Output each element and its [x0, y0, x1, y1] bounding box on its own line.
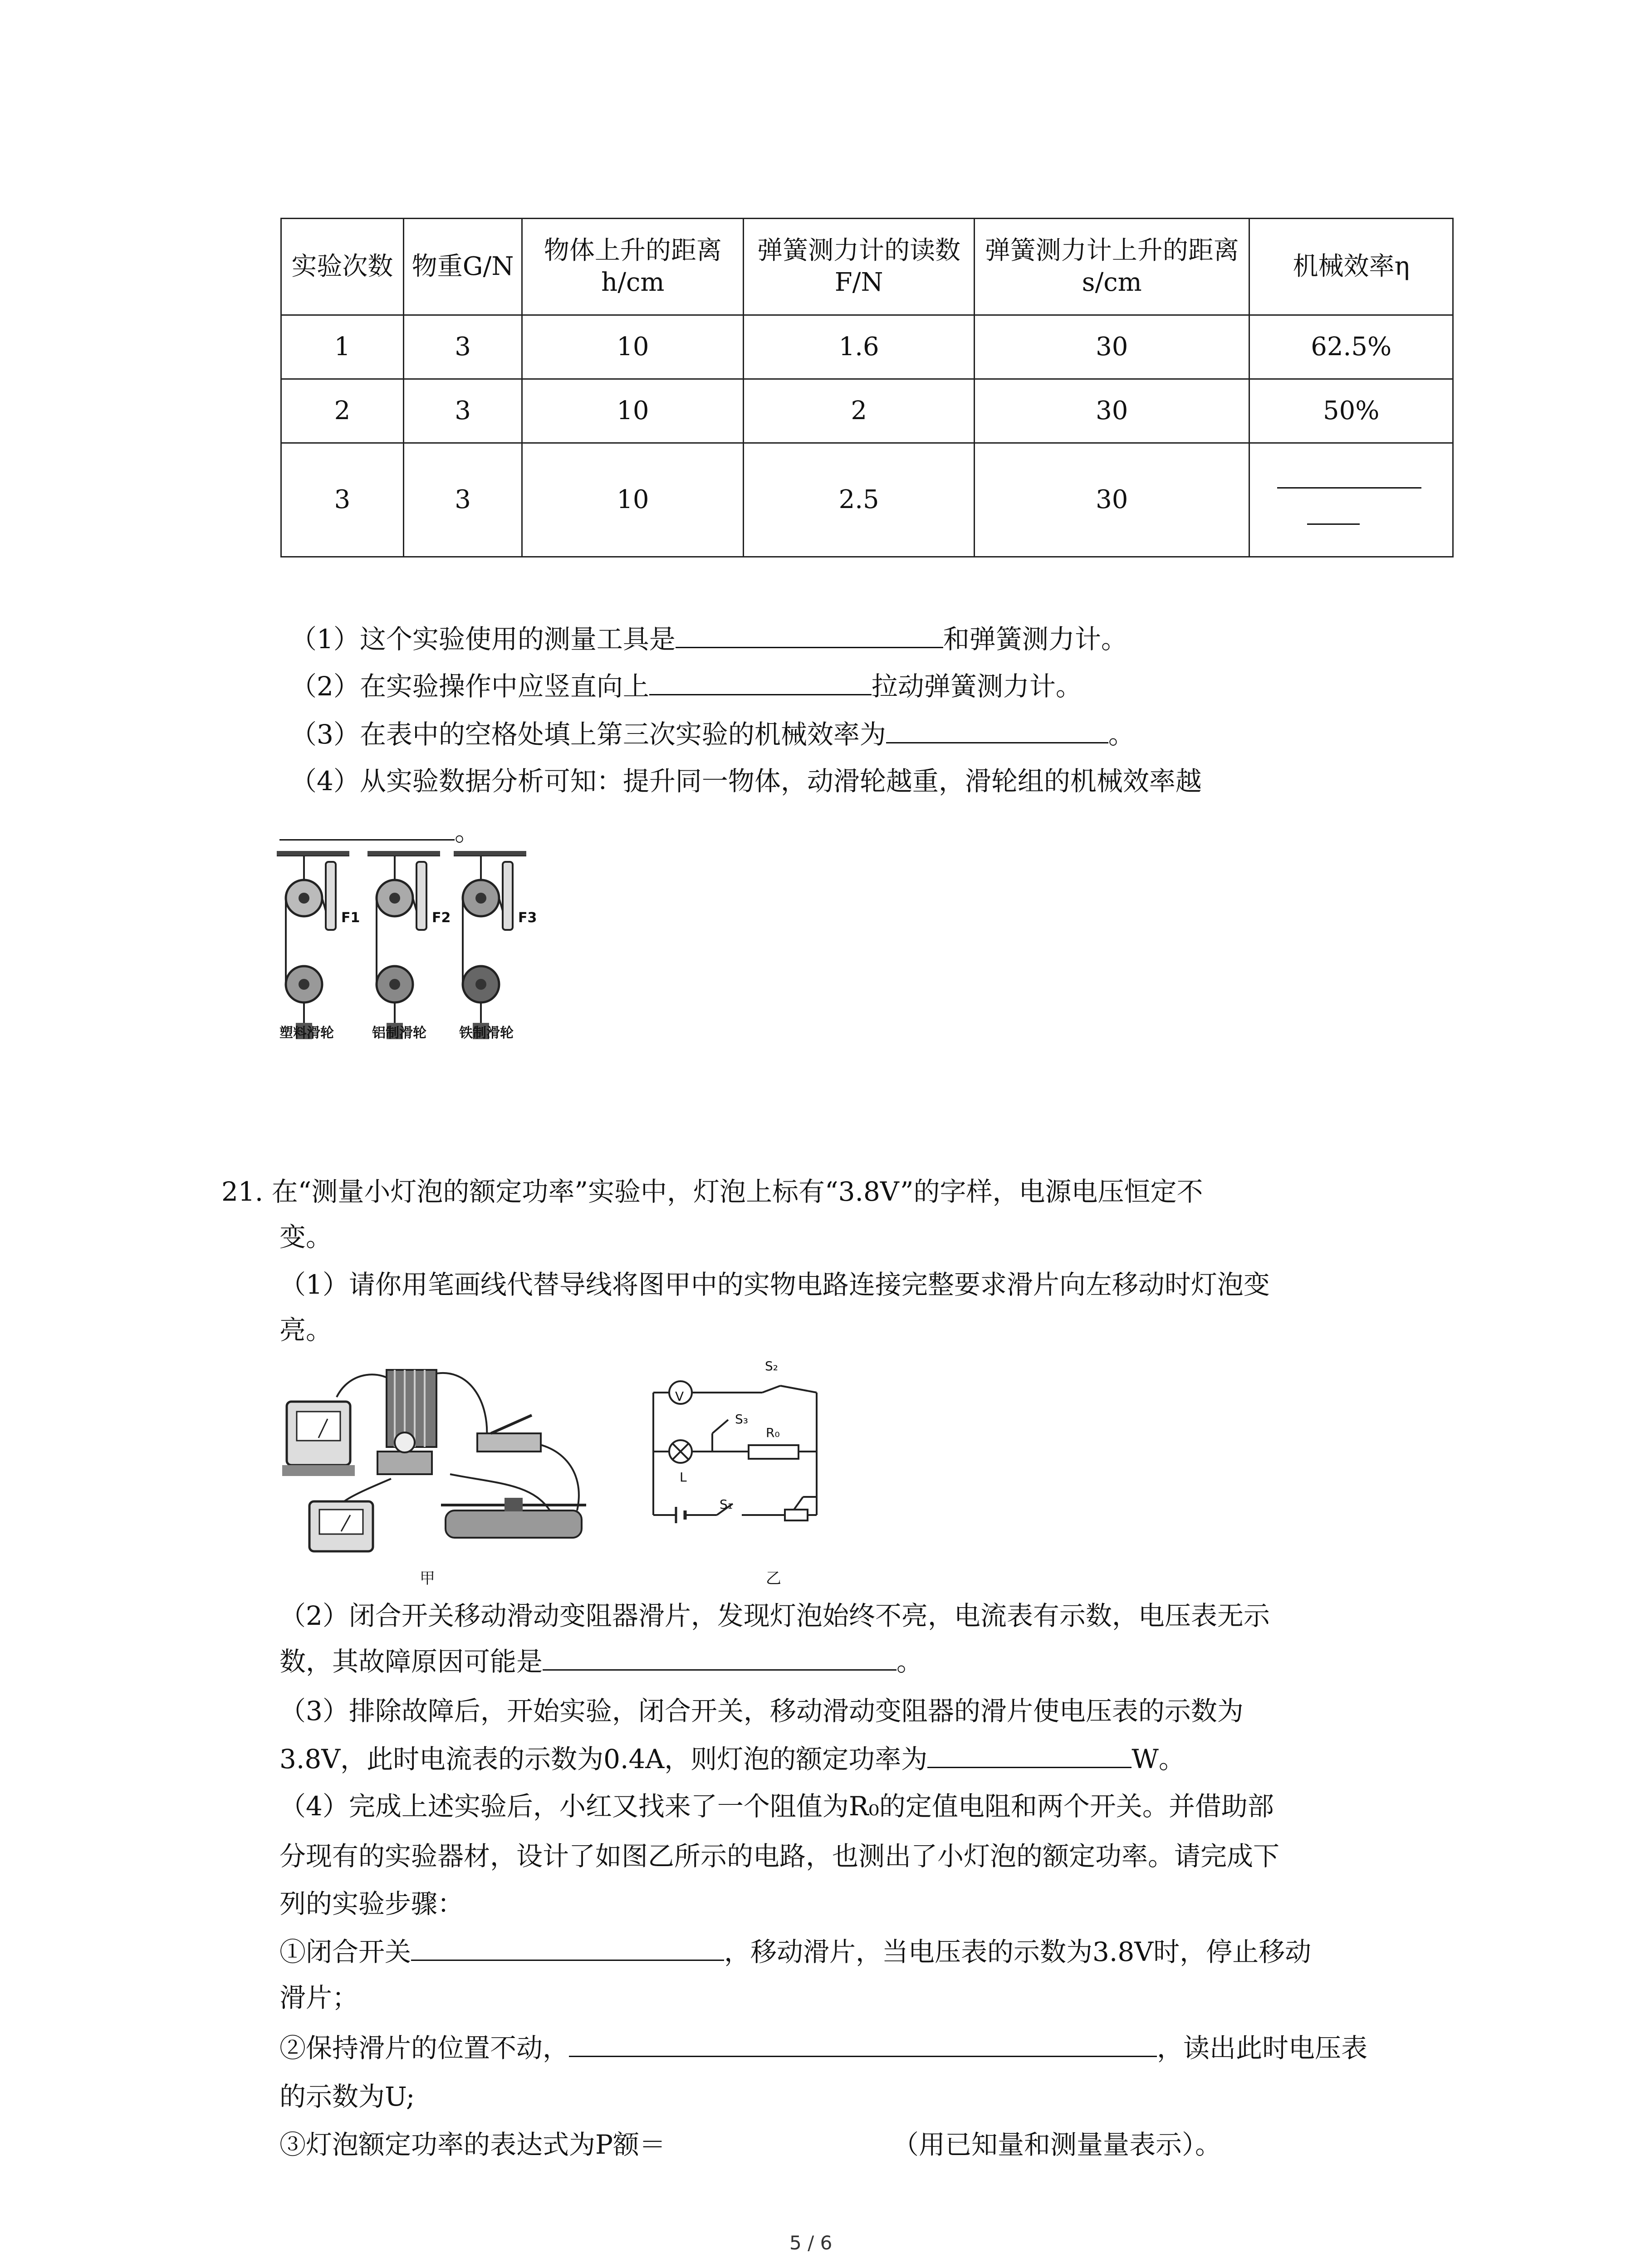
q20-item-2: [290, 671, 1082, 701]
header-cell: 机械效率η: [1249, 219, 1453, 315]
table-cell: 30: [975, 443, 1249, 557]
table-cell: 2: [281, 379, 404, 443]
table-cell: 50%: [1249, 379, 1453, 443]
q20-item-3-text: （3）在表中的空格处填上第三次实验的机械效率为: [290, 719, 886, 750]
q21-item-2-text: 数，其故障原因可能是: [279, 1646, 543, 1677]
answer-blank[interactable]: [649, 671, 872, 695]
pulley-set-aluminum: [377, 855, 426, 1039]
q20-item-4-cont: [279, 816, 481, 846]
table-cell: 30: [975, 379, 1249, 443]
q21-step-2-text: ②保持滑片的位置不动，: [279, 2033, 569, 2063]
q21-step-3-text: ③灯泡额定功率的表达式为P额＝: [279, 2129, 666, 2160]
circuit-label-v: V: [675, 1389, 684, 1404]
table-cell: 30: [975, 315, 1249, 379]
q21-item-4-line3: 列的实验步骤：: [279, 1888, 464, 1919]
table-row: [281, 443, 1453, 557]
answer-blank[interactable]: [543, 1647, 896, 1671]
q21-item-1: （1）请你用笔画线代替导线将图甲中的实物电路连接完整要求滑片向左移动时灯泡变: [279, 1269, 1270, 1300]
answer-blank[interactable]: [927, 1744, 1132, 1768]
q20-item-4-tail: 。: [455, 816, 481, 847]
table-cell: 3: [403, 315, 522, 379]
circuit-label-r0: R₀: [766, 1425, 780, 1440]
force-label-f3: F3: [518, 910, 537, 926]
q20-item-1-tail: 和弹簧测力计。: [943, 624, 1127, 655]
table-cell: 10: [522, 379, 744, 443]
q21-step-2: [279, 2033, 1367, 2063]
q20-item-1-text: （1）这个实验使用的测量工具是: [290, 624, 676, 655]
pulley-set-iron: [463, 855, 513, 1039]
answer-blank[interactable]: [886, 719, 1108, 743]
figure-label-yi: 乙: [766, 1569, 781, 1588]
header-cell: 物重G/N: [403, 219, 522, 315]
q21-step-3: [279, 2130, 1221, 2159]
q21-stem-line2: 变。: [279, 1222, 333, 1252]
page-number: 5 / 6: [789, 2232, 833, 2254]
caption-plastic-pulley: 塑料滑轮: [279, 1025, 334, 1041]
force-label-f2: F2: [432, 910, 451, 926]
force-label-f1: F1: [341, 910, 360, 926]
circuit-label-l: L: [680, 1470, 687, 1485]
table-cell: 1.6: [744, 315, 975, 379]
table-cell: 10: [522, 315, 744, 379]
q21-item-3-tail: W。: [1132, 1744, 1185, 1774]
q21-item-3-text: 3.8V，此时电流表的示数为0.4A，则灯泡的额定功率为: [279, 1744, 928, 1774]
q21-item-4-line2: 分现有的实验器材，设计了如图乙所示的电路，也测出了小灯泡的额定功率。请完成下: [279, 1841, 1280, 1872]
table-cell: 3: [281, 443, 404, 557]
q21-step-2-tail: ，读出此时电压表: [1157, 2033, 1368, 2063]
table-cell: 3: [403, 443, 522, 557]
q21-item-1-cont: 亮。: [279, 1315, 333, 1345]
table-row: [281, 379, 1453, 443]
caption-iron-pulley: 铁制滑轮: [459, 1025, 514, 1041]
q21-item-4-line1: （4）完成上述实验后，小红又找来了一个阻值为R₀的定值电阻和两个开关。并借助部: [279, 1791, 1274, 1822]
figure-label-jia: 甲: [420, 1569, 435, 1588]
q20-item-3-tail: 。: [1108, 719, 1135, 750]
table-cell: 62.5%: [1249, 315, 1453, 379]
circuit-diagram-yi: [644, 1365, 835, 1538]
q21-item-2-tail: 。: [896, 1646, 923, 1677]
table-cell: 10: [522, 443, 744, 557]
header-cell: 物体上升的距离h/cm: [522, 219, 744, 315]
answer-blank-line: [1307, 523, 1360, 525]
q21-item-3: （3）排除故障后，开始实验，闭合开关，移动滑动变阻器的滑片使电压表的示数为: [279, 1696, 1244, 1726]
answer-blank[interactable]: [279, 816, 455, 841]
q21-step-2-cont: 的示数为U;: [279, 2081, 415, 2112]
table-row: [281, 315, 1453, 379]
answer-blank[interactable]: [569, 2033, 1157, 2057]
q21-stem-line1: 21. 在“测量小灯泡的额定功率”实验中，灯泡上标有“3.8V”的字样，电源电压恒定不: [221, 1176, 1203, 1207]
header-cell: 弹簧测力计上升的距离s/cm: [975, 219, 1249, 315]
answer-blank[interactable]: [676, 624, 943, 648]
efficiency-answer-cell[interactable]: [1249, 443, 1453, 557]
q21-item-2-cont: [279, 1647, 923, 1676]
answer-blank-line: [1277, 487, 1421, 489]
q21-step-1: [279, 1937, 1311, 1966]
header-cell: 弹簧测力计的读数F/N: [744, 219, 975, 315]
physical-circuit-figure-jia: [278, 1365, 613, 1556]
table-cell: 2.5: [744, 443, 975, 557]
q21-step-1-text: ①闭合开关: [279, 1936, 411, 1967]
table-cell: 2: [744, 379, 975, 443]
circuit-label-s3: S₃: [735, 1412, 748, 1427]
q21-item-2: （2）闭合开关移动滑动变阻器滑片，发现灯泡始终不亮，电流表有示数，电压表无示: [279, 1600, 1270, 1631]
circuit-label-s1: S₁: [720, 1497, 733, 1512]
pulley-set-plastic: [286, 855, 336, 1039]
table-header-row: [281, 219, 1453, 315]
q21-item-3-cont: [279, 1744, 1185, 1774]
table-cell: 1: [281, 315, 404, 379]
q21-step-1-tail: ，移动滑片，当电压表的示数为3.8V时，停止移动: [724, 1936, 1312, 1967]
experiment-table: [280, 218, 1454, 557]
header-cell: 实验次数: [281, 219, 404, 315]
q20-item-1: [290, 624, 1127, 654]
circuit-label-s2: S₂: [765, 1359, 778, 1374]
q21-step-3-tail: （用已知量和测量量表示）。: [892, 2129, 1222, 2160]
caption-aluminum-pulley: 铝制滑轮: [372, 1025, 426, 1041]
table-cell: 3: [403, 379, 522, 443]
q20-item-4: （4）从实验数据分析可知：提升同一物体，动滑轮越重，滑轮组的机械效率越: [290, 766, 1202, 797]
answer-blank[interactable]: [411, 1937, 724, 1961]
q21-step-1-cont: 滑片；: [279, 1982, 359, 2013]
q20-item-2-text: （2）在实验操作中应竖直向上: [290, 671, 649, 702]
q20-item-3: [290, 719, 1135, 749]
q20-item-2-tail: 拉动弹簧测力计。: [871, 671, 1082, 702]
